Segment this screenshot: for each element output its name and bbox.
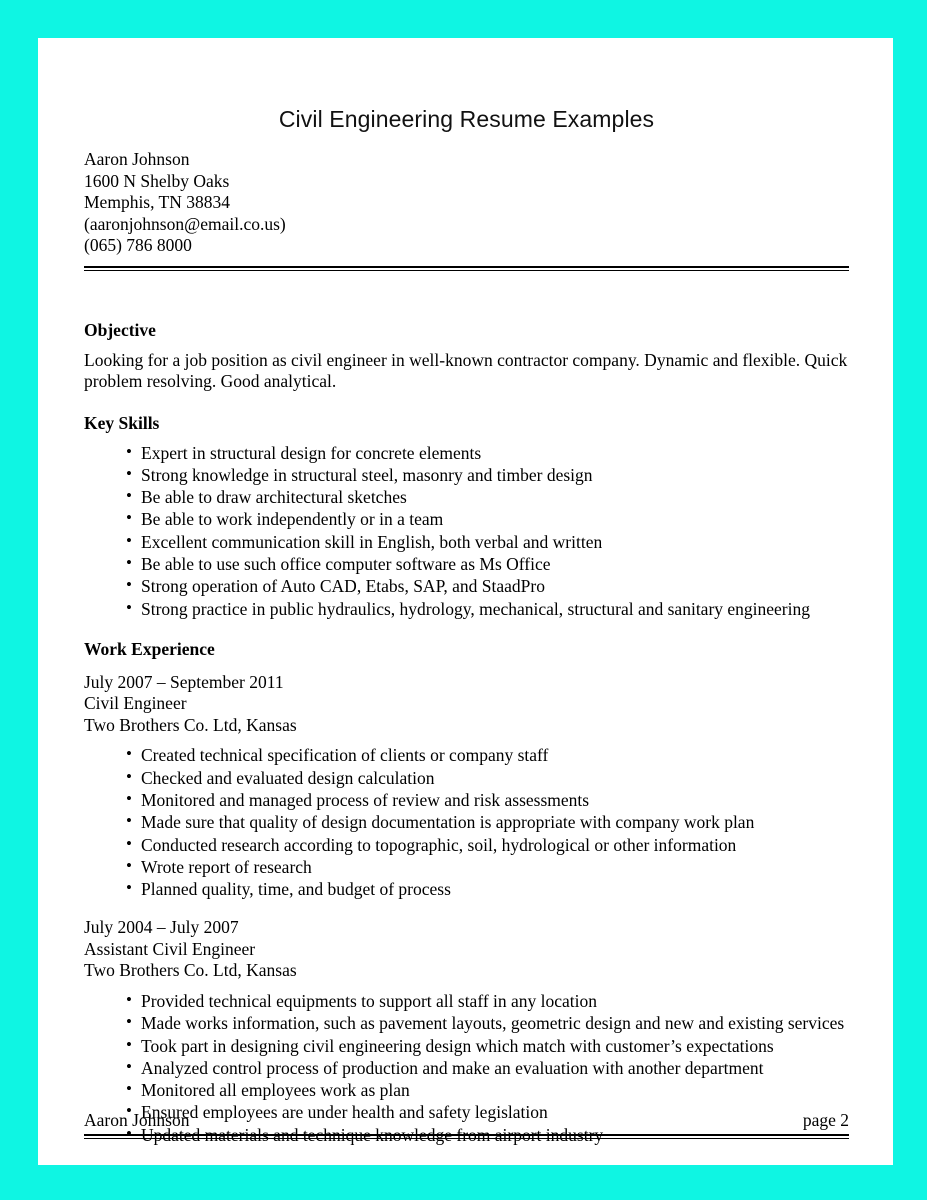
job-employer: Two Brothers Co. Ltd, Kansas (84, 960, 297, 981)
list-item: • Conducted research according to topographic, soil, hydrological or other information (84, 834, 849, 856)
document-body (84, 38, 849, 1165)
section-heading-key-skills: Key Skills (84, 412, 160, 433)
list-item: • Be able to work independently or in a team (84, 508, 849, 530)
contact-block (84, 149, 849, 257)
page-title: Civil Engineering Resume Examples (278, 106, 655, 132)
job-entry (84, 672, 849, 737)
resume-page (38, 38, 893, 1165)
job-dates: July 2007 – September 2011 (84, 671, 284, 692)
section-heading-objective: Objective (84, 319, 156, 340)
list-item: • Analyzed control process of production and make an evaluation with another department (84, 1057, 849, 1079)
list-item: • Strong operation of Auto CAD, Etabs, SAP, and StaadPro (84, 575, 849, 597)
footer-page-number: page 2 (802, 1110, 849, 1130)
key-skills-list (84, 442, 849, 620)
contact-name: Aaron Johnson (84, 149, 190, 169)
list-item: • Be able to draw architectural sketches (84, 486, 849, 508)
contact-phone: (065) 786 8000 (84, 235, 192, 255)
list-item: • Made sure that quality of design documentation is appropriate with company work plan (84, 811, 849, 833)
header-divider (84, 266, 849, 271)
contact-city-state-zip: Memphis, TN 38834 (84, 192, 230, 212)
list-item: • Ensured employees are under health and safety legislation (84, 1101, 849, 1123)
page-footer (84, 1110, 849, 1139)
list-item: • Strong knowledge in structural steel, masonry and timber design (84, 464, 849, 486)
section-heading-work-experience: Work Experience (84, 638, 215, 659)
job-duties-list (84, 744, 849, 900)
list-item: • Expert in structural design for concrete elements (84, 442, 849, 464)
list-item: • Excellent communication skill in English, both verbal and written (84, 531, 849, 553)
list-item: • Made works information, such as pavement layouts, geometric design and new and existing services (84, 1012, 849, 1034)
list-item: • Took part in designing civil engineering design which match with customer’s expectations (84, 1035, 849, 1057)
list-item: • Wrote report of research (84, 856, 849, 878)
list-item: • Planned quality, time, and budget of process (84, 878, 849, 900)
job-employer: Two Brothers Co. Ltd, Kansas (84, 714, 297, 735)
footer-name: Aaron Johnson (84, 1110, 190, 1130)
objective-text: Looking for a job position as civil engineer in well-known contractor company. Dynamic and flexible. Quick problem resolving. Good analytical. (84, 349, 848, 391)
list-item: • Be able to use such office computer software as Ms Office (84, 553, 849, 575)
contact-email: (aaronjohnson@email.co.us) (84, 213, 286, 234)
job-title: Civil Engineer (84, 693, 187, 714)
list-item: • Strong practice in public hydraulics, hydrology, mechanical, structural and sanitary engineering (84, 598, 849, 620)
footer-row (84, 1110, 849, 1131)
list-item: • Monitored all employees work as plan (84, 1079, 849, 1101)
list-item: • Monitored and managed process of review and risk assessments (84, 789, 849, 811)
job-entry (84, 917, 849, 982)
contact-street: 1600 N Shelby Oaks (84, 170, 230, 191)
job-title: Assistant Civil Engineer (84, 938, 256, 959)
footer-divider (84, 1134, 849, 1139)
list-item: • Updated materials and technique knowledge from airport industry (84, 1124, 849, 1146)
list-item: • Checked and evaluated design calculation (84, 767, 849, 789)
job-dates: July 2004 – July 2007 (84, 917, 239, 938)
list-item: • Created technical specification of clients or company staff (84, 744, 849, 766)
list-item: • Provided technical equipments to support all staff in any location (84, 990, 849, 1012)
